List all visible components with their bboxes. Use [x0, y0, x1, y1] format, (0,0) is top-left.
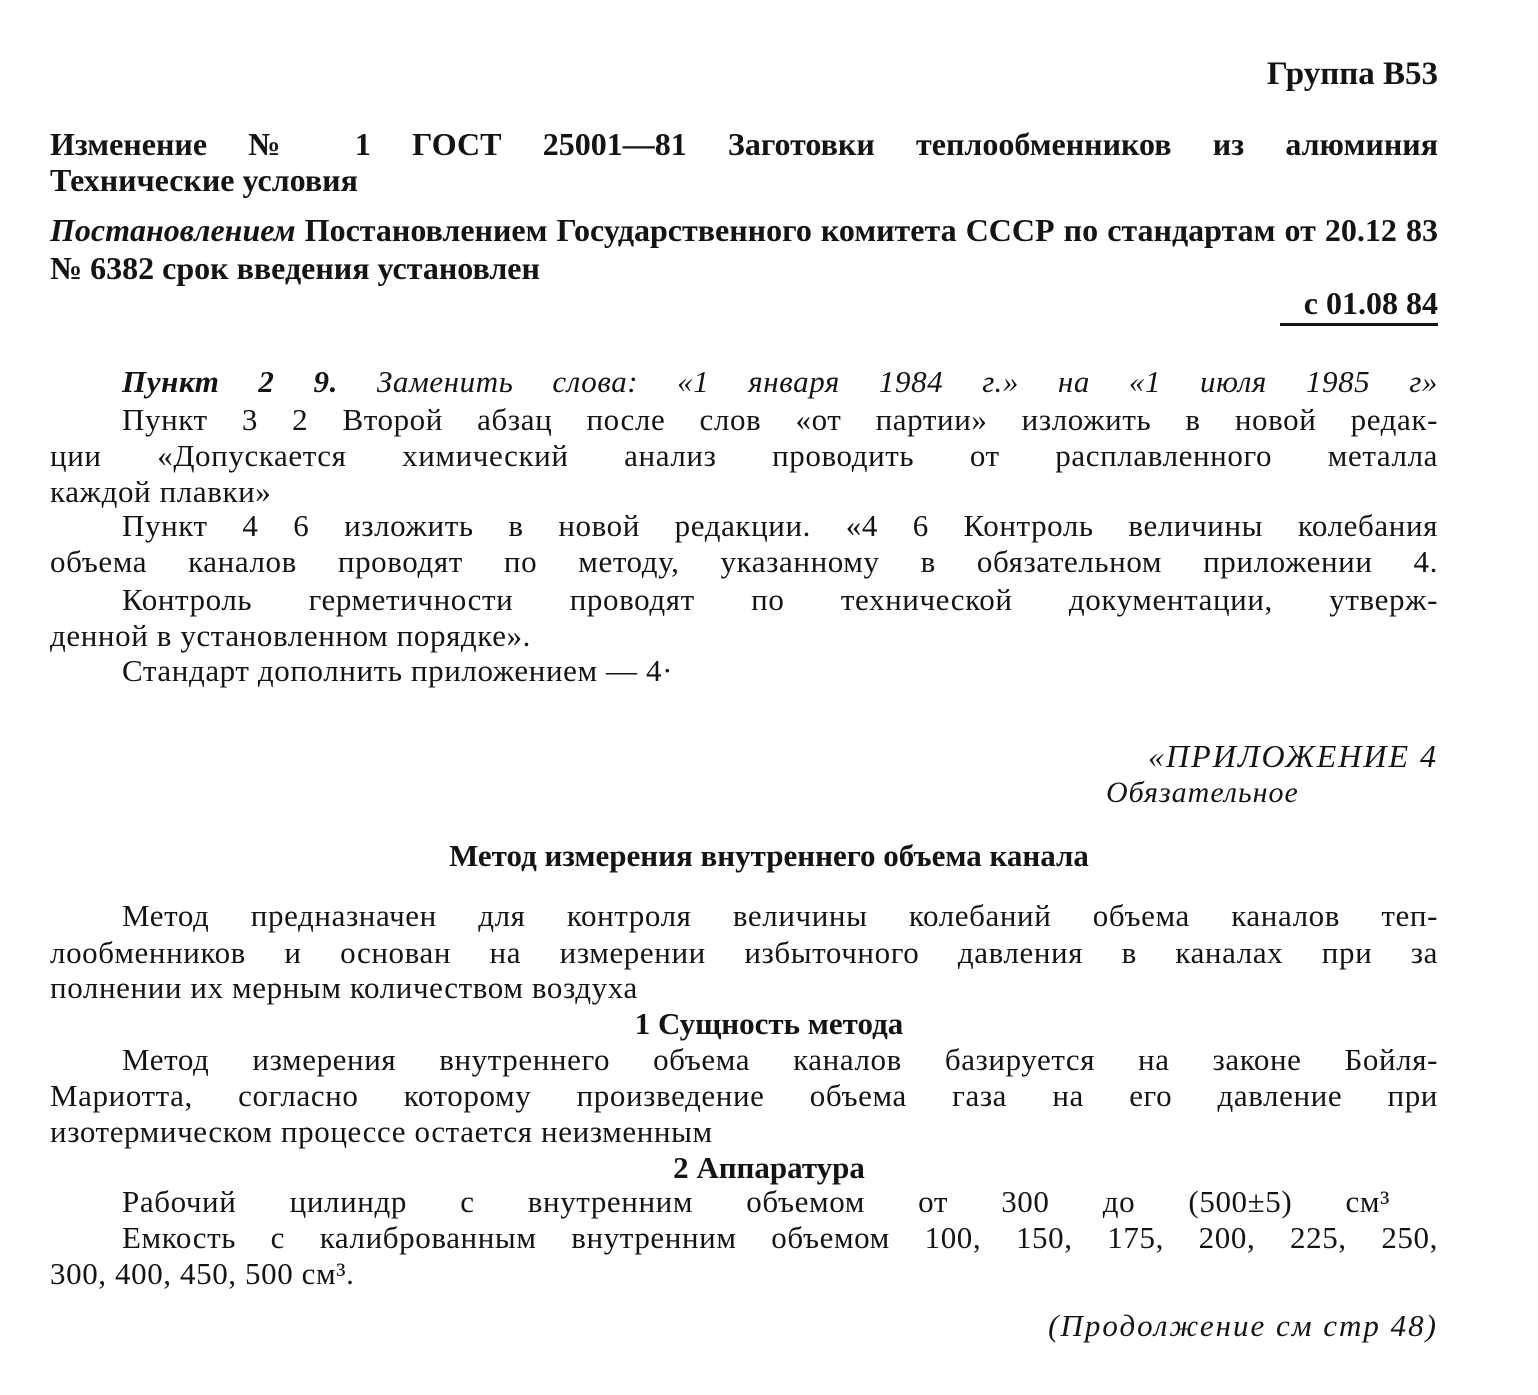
- amendment-title-line2: Технические условия: [50, 162, 358, 198]
- group-code: Группа В53: [1266, 56, 1438, 92]
- section-1-line1: Метод измерения внутреннего объема каналов базируется на законе Бойля-: [122, 1042, 1438, 1077]
- section-2-line1: Рабочий цилиндр с внутренним объемом от 300 до (500±5) см³: [122, 1184, 1390, 1219]
- point-3-2-line2: ции «Допускается химический анализ проводить от расплавленного металла: [50, 438, 1438, 473]
- section-1-line3: изотермическом процессе остается неизменным: [50, 1114, 713, 1149]
- decree-date: от 20.12 83: [1284, 212, 1439, 248]
- decree-text: Постановлением Государственного комитета СССР по стандартам: [304, 212, 1276, 248]
- point-3-2-line3: каждой плавки»: [50, 474, 272, 509]
- section-1-line2: Мариотта, согласно которому произведение объема газа на его давление при: [50, 1078, 1438, 1113]
- point-2-9: Пункт 2 9. Заменить слова: «1 января 1984 г.» на «1 июля 1985 г»: [122, 364, 1439, 399]
- continuation-note: (Продолжение см стр 48): [1048, 1308, 1438, 1343]
- section-2-title: 2 Аппаратура: [673, 1150, 865, 1185]
- method-intro-line2: лообменников и основан на измерении избыточного давления в каналах при за: [50, 935, 1438, 970]
- point-4-6-line1: Пункт 4 6 изложить в новой редакции. «4 6 Контроль величины колебания: [122, 508, 1438, 543]
- appendix-label: «ПРИЛОЖЕНИЕ 4: [1148, 738, 1438, 774]
- date-underline: [1280, 323, 1438, 326]
- decree-line2: № 6382 срок введения установлен: [50, 250, 540, 286]
- appendix-title: Метод измерения внутреннего объема канала: [449, 838, 1089, 873]
- section-2-line2: Емкость с калиброванным внутренним объемом 100, 150, 175, 200, 225, 250,: [122, 1220, 1438, 1255]
- method-intro-line1: Метод предназначен для контроля величины колебаний объема каналов теп-: [122, 898, 1438, 933]
- amendment-title-line1: Изменение № 1 ГОСТ 25001—81 Заготовки теплообменников из алюминия: [50, 126, 1439, 162]
- appendix-status: Обязательное: [1106, 776, 1299, 809]
- decree-line1: Постановлением Постановлением Государственного комитета СССР по стандартам от 20.12 83: [50, 212, 1439, 248]
- tightness-line1: Контроль герметичности проводят по технической документации, утверж-: [122, 582, 1438, 617]
- effective-date: с 01.08 84: [1303, 285, 1438, 321]
- method-intro-line3: полнении их мерным количеством воздуха: [50, 970, 638, 1005]
- standard-supplement: Стандарт дополнить приложением — 4·: [122, 653, 674, 688]
- point-3-2-line1: Пункт 3 2 Второй абзац после слов «от партии» изложить в новой редак-: [122, 402, 1438, 437]
- section-2-line3: 300, 400, 450, 500 см³.: [50, 1256, 355, 1291]
- tightness-line2: денной в установленном порядке».: [50, 618, 532, 653]
- section-1-title: 1 Сущность метода: [634, 1006, 904, 1041]
- point-4-6-line2: объема каналов проводят по методу, указанному в обязательном приложении 4.: [50, 544, 1438, 579]
